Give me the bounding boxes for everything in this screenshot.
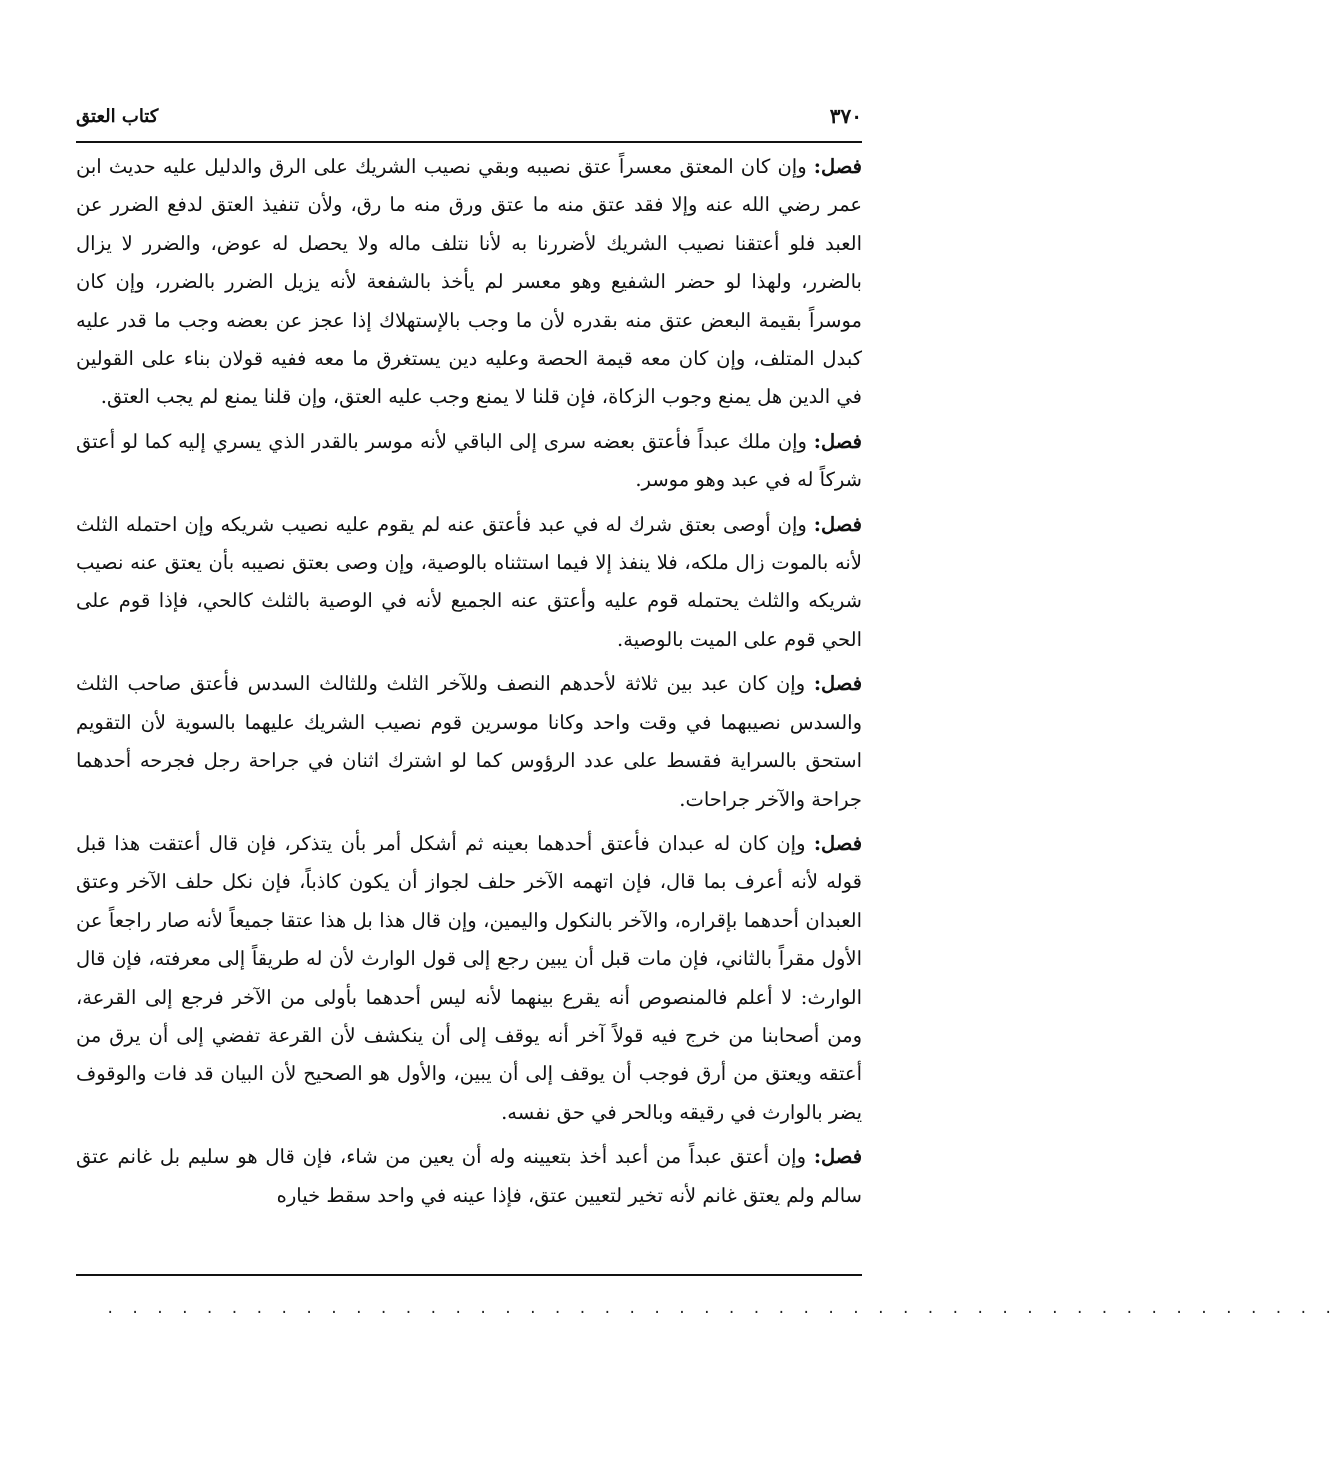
paragraph bbox=[76, 825, 862, 1132]
dotted-line: . . . . . . . . . . . . . . . . . . . . . . . . . . . . . . . . . . . . . . . . . . . . . . . . . . bbox=[106, 1301, 1336, 1317]
section-label: فصل: bbox=[813, 1145, 863, 1169]
paragraph-text: وإن كان له عبدان فأعتق أحدهما بعينه ثم أشكل أمر بأن يتذكر، فإن قال أعتقت هذا قبل قوله لأنه أعرف بما قال، فإن اتهمه الآخر حلف لجواز أن يكون كاذباً، فإن نكل حلف الآخر وعتق العبدان أحدهما بإقراره، والآخر بالنكول واليمين، وإن قال هذا بل هذا عتقا جميعاً لأنه صار راجعاً عن الأول مقراً بالثاني، فإن مات قبل أن يبين رجع إلى قول الوارث لأن له طريقاً إلى معرفته، فإن قال الوارث: لا أعلم فالمنصوص أنه يقرع بينهما لأنه ليس أحدهما بأولى من الآخر فرجع إلى القرعة، ومن أصحابنا من خرج فيه قولاً آخر أنه يوقف إلى أن ينكشف لأن القرعة تفضي إلى أن يرق من أعتقه ويعتق من أرق فوجب أن يوقف إلى أن يبين، والأول هو الصحيح لأن البيان قد فات والوقوف يضر بالوارث في رقيقه وبالحر في حق نفسه. bbox=[76, 831, 862, 1124]
body-text bbox=[76, 148, 862, 1221]
section-label: فصل: bbox=[813, 155, 862, 178]
page-number: ٣٧٠ bbox=[829, 104, 862, 128]
paragraph-text: وإن كان عبد بين ثلاثة لأحدهم النصف وللآخر الثلث وللثالث السدس فأعتق صاحب الثلث والسدس نصيبهما في وقت واحد وكانا موسرين قوم نصيب الشريك عليهما بالسوية لأن التقويم استحق بالسراية فقسط على عدد الرؤوس كما لو اشترك اثنان في جراحة رجل فجرحه أحدهما جراحة والآخر جراحات. bbox=[76, 672, 862, 811]
section-label: فصل: bbox=[813, 429, 862, 453]
paragraph bbox=[76, 665, 862, 819]
paragraph bbox=[76, 423, 862, 500]
paragraph-text: وإن ملك عبداً فأعتق بعضه سرى إلى الباقي لأنه موسر بالقدر الذي يسري إليه كما لو أعتق شركاً له في عبد وهو موسر. bbox=[76, 429, 862, 492]
running-title: كتاب العتق bbox=[76, 106, 159, 127]
paragraph bbox=[76, 148, 862, 417]
section-label: فصل: bbox=[813, 512, 862, 536]
paragraph-text: وإن كان المعتق معسراً عتق نصيبه وبقي نصيب الشريك على الرق والدليل عليه حديث ابن عمر رضي الله عنه وإلا فقد عتق منه ما عتق ورق منه ما رق، ولأن تنفيذ العتق لدفع الضرر عن العبد فلو أعتقنا نصيب الشريك لأضررنا به لأنا نتلف ماله ولا يحصل له عوض، والضرر لا يزال بالضرر، ولهذا لو حضر الشفيع وهو معسر لم يأخذ بالشفعة لأنه يزيل الضرر بالضرر، وإن كان موسراً بقيمة البعض عتق منه بقدره لأن ما وجب بالإستهلاك إذا عجز عن بعضه وجب ما قدر عليه كبدل المتلف، وإن كان معه قيمة الحصة وعليه دين يستغرق ما معه ففيه قولان بناء على القولين في الدين هل يمنع وجوب الزكاة، فإن قلنا لا يمنع وجب عليه العتق، وإن قلنا يمنع لم يجب العتق. bbox=[76, 155, 862, 409]
paragraph-text: وإن أوصى بعتق شرك له في عبد فأعتق عنه لم يقوم عليه نصيب شريكه وإن احتمله الثلث لأنه بالموت زال ملكه، فلا ينفذ إلا فيما استثناه بالوصية، وإن وصى بعتق نصيبه بأن يعتق عنه نصيب شريكه والثلث يحتمله قوم عليه وأعتق عنه الجميع لأنه في الوصية بالثلث كالحي، فإذا قوم على الحي قوم على الميت بالوصية. bbox=[76, 512, 862, 651]
paragraph-text: وإن أعتق عبداً من أعبد أخذ بتعيينه وله أن يعين من شاء، فإن قال هو سليم بل غانم عتق سالم ولم يعتق غانم لأنه تخير لتعيين عتق، فإذا عينه في واحد سقط خياره bbox=[76, 1145, 862, 1207]
section-label: فصل: bbox=[813, 672, 863, 696]
section-label: فصل: bbox=[813, 831, 863, 855]
header-divider bbox=[76, 141, 862, 143]
paragraph bbox=[76, 1138, 862, 1215]
footnote-divider bbox=[76, 1274, 862, 1276]
page-header bbox=[76, 104, 862, 134]
paragraph bbox=[76, 506, 862, 660]
